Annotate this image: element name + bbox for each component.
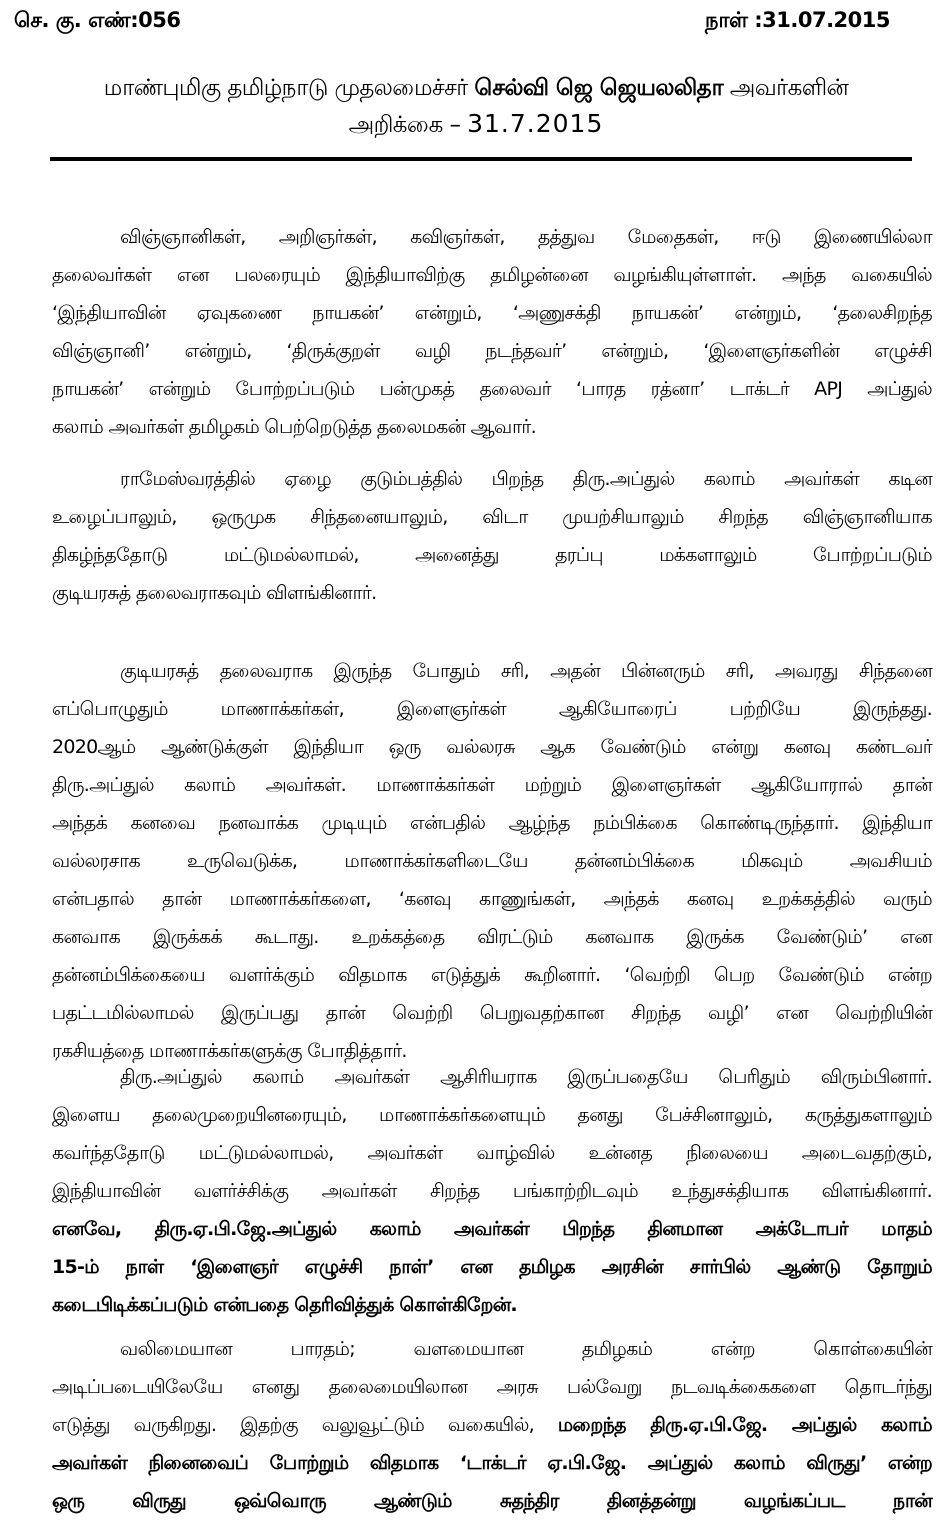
paragraph-4 bbox=[52, 1058, 932, 1324]
paragraph-5 bbox=[52, 1330, 932, 1520]
paragraph-line: கலாம் அவர்கள் தமிழகம் பெற்றெடுத்த தலைமகன் ஆவார். bbox=[52, 416, 536, 438]
paragraph-line: இந்தியாவின் வளர்ச்சிக்கு அவர்கள் சிறந்த பங்காற்றிடவும் உந்துசக்தியாக விளங்கினார். bbox=[52, 1180, 932, 1202]
paragraph-line: ரகசியத்தை மாணாக்கர்களுக்கு போதித்தார். bbox=[52, 1040, 407, 1062]
paragraph-line: ‘இந்தியாவின் ஏவுகணை நாயகன்’ என்றும், ‘அணுசக்தி நாயகன்’ என்றும், ‘தலைசிறந்த bbox=[52, 302, 932, 324]
paragraph-1 bbox=[52, 218, 932, 446]
paragraph-line: உழைப்பாலும், ஒருமுக சிந்தனையாலும், விடா முயற்சியாலும் சிறந்த விஞ்ஞானியாக bbox=[52, 506, 932, 528]
title-name: செல்வி ஜெ ஜெயலலிதா bbox=[474, 75, 724, 101]
paragraph-line: 2020ஆம் ஆண்டுக்குள் இந்தியா ஒரு வல்லரசு ஆக வேண்டும் என்று கனவு கண்டவர் bbox=[52, 736, 932, 758]
paragraph-line: தலைவர்கள் என பலரையும் இந்தியாவிற்கு தமிழன்னை வழங்கியுள்ளாள். அந்த வகையில் bbox=[52, 264, 932, 286]
paragraph-line: விஞ்ஞானிகள், அறிஞர்கள், கவிஞர்கள், தத்துவ மேதைகள், ஈடு இணையில்லா bbox=[120, 226, 932, 248]
announcement-line: 15-ம் நாள் ‘இளைஞர் எழுச்சி நாள்’ என தமிழக அரசின் சார்பில் ஆண்டு தோறும் bbox=[52, 1256, 932, 1278]
paragraph-line: திரு.அப்துல் கலாம் அவர்கள் ஆசிரியராக இருப்பதையே பெரிதும் விரும்பினார். bbox=[120, 1066, 932, 1088]
document-date: நாள் :31.07.2015 bbox=[705, 8, 890, 32]
paragraph-line: இளைய தலைமுறையினரையும், மாணாக்கர்களையும் தனது பேச்சினாலும், கருத்துகளாலும் bbox=[52, 1104, 932, 1126]
mixed-bold-text: மறைந்த திரு.ஏ.பி.ஜே. அப்துல் கலாம் bbox=[557, 1414, 932, 1436]
document-title bbox=[0, 70, 952, 143]
paragraph-line: தன்னம்பிக்கையை வளர்க்கும் விதமாக எடுத்துக் கூறினார். ‘வெற்றி பெற வேண்டும் என்ற bbox=[52, 964, 932, 986]
paragraph-line: பதட்டமில்லாமல் இருப்பது தான் வெற்றி பெறுவதற்கான சிறந்த வழி’ என வெற்றியின் bbox=[52, 1002, 932, 1024]
paragraph-3 bbox=[52, 652, 932, 1070]
paragraph-line: வல்லரசாக உருவெடுக்க, மாணாக்கர்களிடையே தன்னம்பிக்கை மிகவும் அவசியம் bbox=[52, 850, 932, 872]
title-label: அறிக்கை – bbox=[348, 112, 468, 138]
announcement-line: கடைபிடிக்கப்படும் என்பதை தெரிவித்துக் கொள்கிறேன். bbox=[52, 1294, 517, 1316]
reference-number: செ. கு. எண்:056 bbox=[14, 8, 181, 32]
paragraph-line-mixed bbox=[52, 1406, 932, 1444]
paragraph-line: கனவாக இருக்கக் கூடாது. உறக்கத்தை விரட்டும் கனவாக இருக்க வேண்டும்’ என bbox=[52, 926, 932, 948]
paragraph-line: திரு.அப்துல் கலாம் அவர்கள். மாணாக்கர்கள் மற்றும் இளைஞர்கள் ஆகியோரால் தான் bbox=[52, 774, 932, 796]
title-date: 31.7.2015 bbox=[467, 109, 604, 138]
paragraph-line: என்பதால் தான் மாணாக்கர்களை, ‘கனவு காணுங்கள், அந்தக் கனவு உறக்கத்தில் வரும் bbox=[52, 888, 932, 910]
paragraph-line: விஞ்ஞானி’ என்றும், ‘திருக்குறள் வழி நடந்தவர்’ என்றும், ‘இளைஞர்களின் எழுச்சி bbox=[52, 340, 932, 362]
paragraph-line: அந்தக் கனவை நனவாக்க முடியும் என்பதில் ஆழ்ந்த நம்பிக்கை கொண்டிருந்தார். இந்தியா bbox=[52, 812, 932, 834]
paragraph-line: அடிப்படையிலேயே எனது தலைமையிலான அரசு பல்வேறு நடவடிக்கைகளை தொடர்ந்து bbox=[52, 1376, 932, 1398]
title-divider bbox=[50, 157, 912, 161]
paragraph-line: திகழ்ந்ததோடு மட்டுமல்லாமல், அனைத்து தரப்பு மக்களாலும் போற்றப்படும் bbox=[52, 544, 932, 566]
paragraph-2 bbox=[52, 460, 932, 612]
paragraph-line: எப்பொழுதும் மாணாக்கர்கள், இளைஞர்கள் ஆகியோரைப் பற்றியே இருந்தது. bbox=[52, 698, 932, 720]
paragraph-line: வலிமையான பாரதம்; வளமையான தமிழகம் என்ற கொள்கையின் bbox=[120, 1338, 932, 1360]
title-suffix: அவர்களின் bbox=[723, 75, 849, 101]
title-prefix: மாண்புமிகு தமிழ்நாடு முதலமைச்சர் bbox=[103, 75, 475, 101]
announcement-line: அவர்கள் நினைவைப் போற்றும் விதமாக ‘டாக்டர் ஏ.பி.ஜே. அப்துல் கலாம் விருது’ என்ற bbox=[52, 1452, 932, 1474]
title-line-1 bbox=[0, 70, 952, 106]
mixed-normal-text: எடுத்து வருகிறது. இதற்கு வலுவூட்டும் வகையில், bbox=[52, 1414, 558, 1436]
paragraph-line: குடியரசுத் தலைவராக இருந்த போதும் சரி, அதன் பின்னரும் சரி, அவரது சிந்தனை bbox=[120, 660, 932, 682]
paragraph-line: கவர்ந்ததோடு மட்டுமல்லாமல், அவர்கள் வாழ்வில் உன்னத நிலையை அடைவதற்கும், bbox=[52, 1142, 932, 1164]
title-line-2 bbox=[0, 106, 952, 143]
announcement-line: எனவே, திரு.ஏ.பி.ஜே.அப்துல் கலாம் அவர்கள் பிறந்த தினமான அக்டோபர் மாதம் bbox=[52, 1218, 932, 1240]
paragraph-line: நாயகன்’ என்றும் போற்றப்படும் பன்முகத் தலைவர் ‘பாரத ரத்னா’ டாக்டர் APJ அப்துல் bbox=[52, 378, 932, 400]
paragraph-line: குடியரசுத் தலைவராகவும் விளங்கினார். bbox=[52, 582, 377, 604]
paragraph-line: ராமேஸ்வரத்தில் ஏழை குடும்பத்தில் பிறந்த திரு.அப்துல் கலாம் அவர்கள் கடின bbox=[120, 468, 932, 490]
announcement-line: ஒரு விருது ஒவ்வொரு ஆண்டும் சுதந்திர தினத்தன்று வழங்கப்பட நான் bbox=[52, 1490, 932, 1512]
